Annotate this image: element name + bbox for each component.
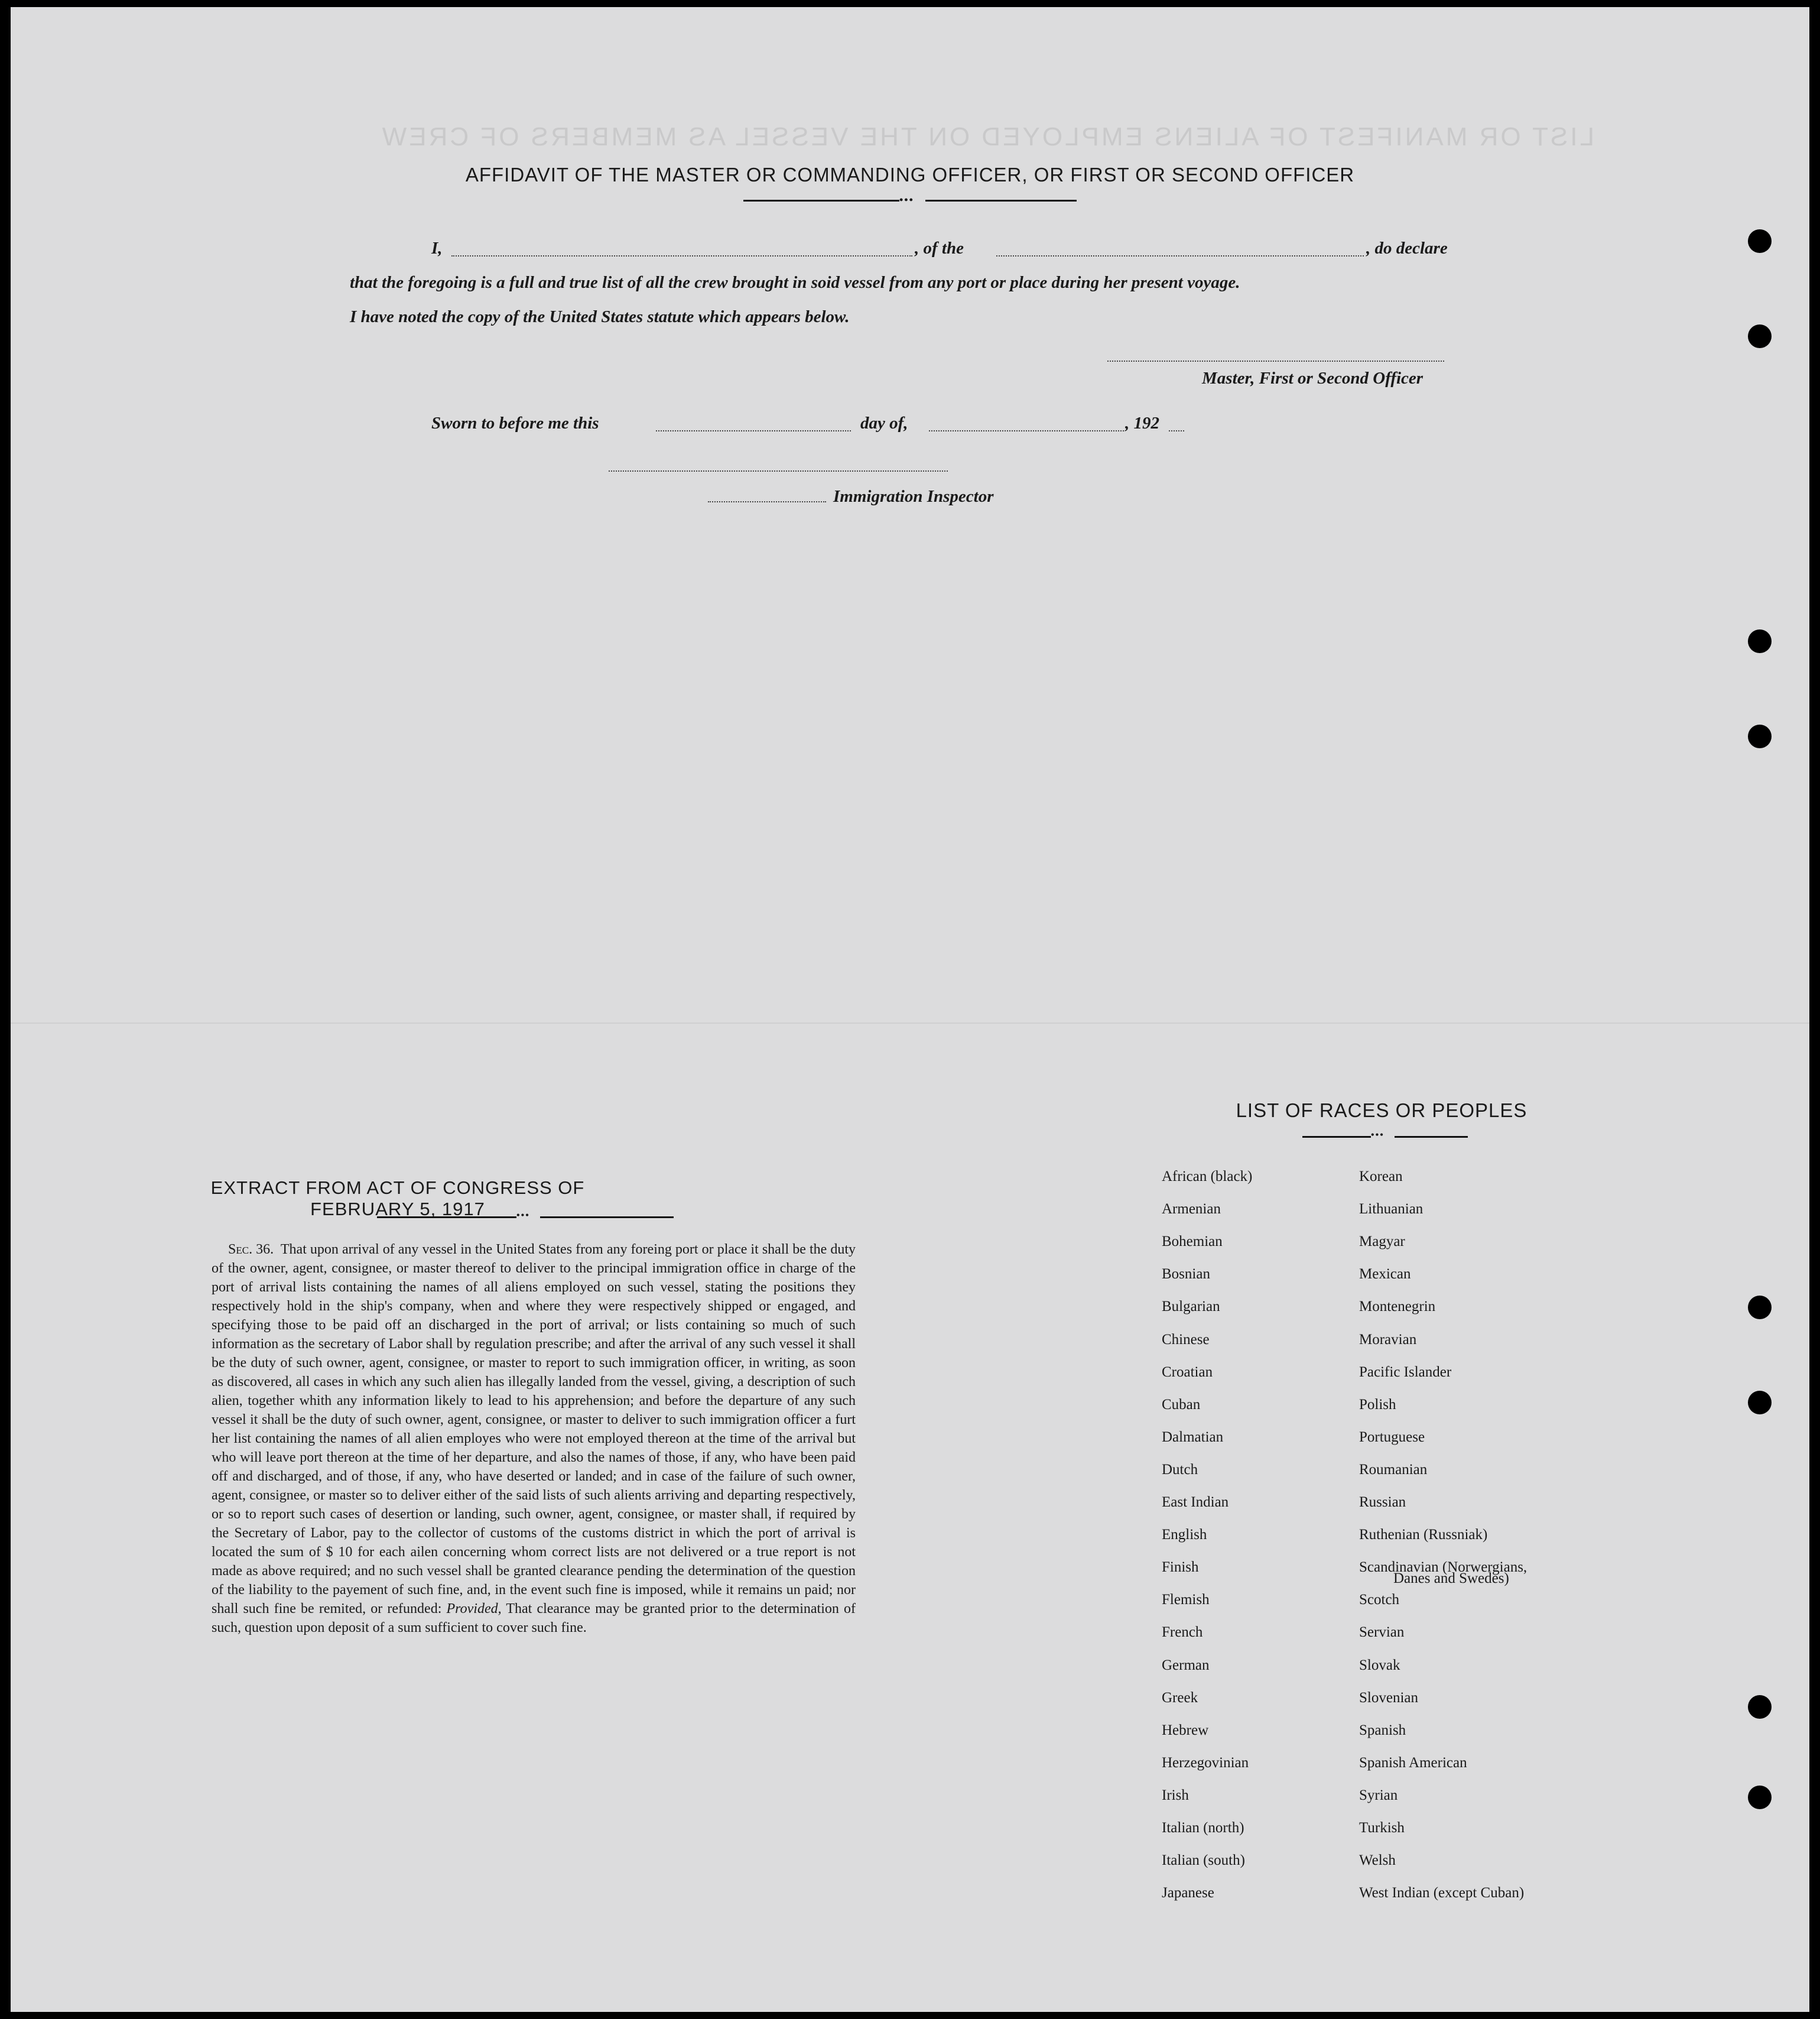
bleed-through-text: LIST OR MANIFEST OF ALIENS EMPLOYED ON THE VESSEL AS MEMBERS OF CREW — [379, 122, 1594, 151]
binder-hole — [1748, 324, 1772, 348]
race-item: Slovak — [1359, 1657, 1400, 1673]
title-ornament: ••• — [899, 194, 914, 206]
race-item-continuation: Danes and Swedes) — [1393, 1570, 1509, 1586]
race-item: Scandinavian (Norwergians, — [1359, 1559, 1528, 1575]
extract-body — [212, 1240, 856, 1637]
race-item: Portuguese — [1359, 1429, 1425, 1445]
race-item: Dutch — [1162, 1462, 1198, 1478]
race-item: Spanish — [1359, 1722, 1406, 1738]
inspector-label: Immigration Inspector — [833, 487, 994, 506]
race-item: Magyar — [1359, 1234, 1405, 1249]
officer-name-field[interactable] — [451, 255, 912, 257]
races-title-ornament: ••• — [1371, 1130, 1384, 1140]
race-item: African (black) — [1162, 1168, 1253, 1184]
race-item: Korean — [1359, 1168, 1403, 1184]
race-item: Russian — [1359, 1494, 1406, 1510]
affidavit-statute-note: I have noted the copy of the United States statute which appears below. — [350, 307, 850, 326]
extract-title-rule — [377, 1216, 516, 1218]
race-item: Hebrew — [1162, 1722, 1209, 1738]
extract-text-end: That clearance may be granted prior to the determination of such, question upon deposit of a sum sufficient to cover such fine. — [212, 1601, 856, 1635]
race-item: Finish — [1162, 1559, 1199, 1575]
race-item: East Indian — [1162, 1494, 1229, 1510]
manifest-page — [11, 7, 1809, 2012]
race-item: Scotch — [1359, 1592, 1400, 1608]
binder-hole — [1748, 1296, 1772, 1319]
title-rule — [743, 200, 899, 202]
race-item: Irish — [1162, 1787, 1189, 1803]
race-item: West Indian (except Cuban) — [1359, 1885, 1525, 1901]
race-item: English — [1162, 1527, 1207, 1543]
race-item: Pacific Islander — [1359, 1364, 1452, 1380]
races-title: LIST OF RACES OR PEOPLES — [1236, 1099, 1528, 1121]
section-label: Sec. 36. — [228, 1242, 274, 1257]
race-item: Welsh — [1359, 1852, 1396, 1868]
race-item: Herzegovinian — [1162, 1755, 1249, 1771]
race-item: Montenegrin — [1359, 1299, 1436, 1314]
race-item: Flemish — [1162, 1592, 1210, 1608]
binder-hole — [1748, 229, 1772, 253]
race-item: Bohemian — [1162, 1234, 1223, 1249]
sworn-day-label: day of, — [860, 414, 908, 433]
binder-hole — [1748, 1391, 1772, 1414]
race-item: Italian (north) — [1162, 1820, 1244, 1836]
race-item: Japanese — [1162, 1885, 1214, 1901]
sworn-year-field[interactable] — [1169, 430, 1184, 431]
extract-title-rule — [540, 1216, 674, 1218]
binder-hole — [1748, 629, 1772, 653]
inspector-name-field[interactable] — [708, 501, 826, 502]
race-item: Lithuanian — [1359, 1201, 1424, 1217]
race-item: French — [1162, 1624, 1203, 1640]
sworn-label: Sworn to before me this — [431, 414, 599, 433]
race-item: Cuban — [1162, 1397, 1201, 1413]
race-item: Croatian — [1162, 1364, 1213, 1380]
race-item: Dalmatian — [1162, 1429, 1224, 1445]
race-item: Spanish American — [1359, 1755, 1467, 1771]
affidavit-of-the-label: , of the — [915, 239, 964, 258]
extract-title: EXTRACT FROM ACT OF CONGRESS OF FEBRUARY 5, 1917 — [210, 1177, 585, 1219]
affidavit-statement: that the foregoing is a full and true list of all the crew brought in soid vessel from any port or place during her present voyage. — [350, 273, 1240, 292]
race-item: Mexican — [1359, 1266, 1411, 1282]
sworn-month-field[interactable] — [929, 430, 1124, 431]
binder-hole — [1748, 1695, 1772, 1719]
race-item: Bosnian — [1162, 1266, 1210, 1282]
affidavit-i-label: I, — [431, 239, 443, 258]
race-item: Armenian — [1162, 1201, 1221, 1217]
race-item: Greek — [1162, 1690, 1198, 1706]
extract-text: That upon arrival of any vessel in the United States from any foreing port or place it shall be the duty of the owner, agent, consignee, or master thereof to deliver to the principal immigration office in charge of the port of arrival lists containing the names of all aliens employed on such vessel, stating the positions they respectively hold in the ship's company, when and where they were respectively shipped or engaged, and specifying those to be paid off an discharged in the port of arrival; or lists containing so much of such information as the secretary of Labor shall by regulation prescribe; and after the arrival of any such vessel it shall be the duty of such owner, agent, consignee, or master to report to such immigration officer, in writing, as soon as discovered, all cases in which any such alien has illegally landed from the vessel, giving, a description of such alien, together whith any information likely to lead to his apprehension; and before the departure of any such vessel it shall be the duty of such owner, agent, consignee, or master to deliver to such immigration officer a furt her list containing the names of all alien employes who were not employed thereon at the time of the arrival but who will leave port thereon at the time of her departure, and also the names of those, if any, who have been paid off and discharged, and of those, if any, who have deserted or landed; and in case of the failure of such owner, agent, consignee, or master so to deliver either of the said lists of such alients arriving and departing respectively, or so to report such cases of desertion or landing, such owner, agent, consignee, or master shall, if required by the Secretary of Labor, pay to the collector of customs of the customs district in which the port of arrival is located the sum of $ 10 for each ailen concerning whom correct lists are not delivered or a true report is not made as above required; and no such vessel shall be granted clearance pending the determination of the question of the liability to the payement of such fine, and, in the event such fine is imposed, while it remains un paid; nor shall such fine be remited, or refunded: — [212, 1242, 856, 1617]
race-item: German — [1162, 1657, 1210, 1673]
page-fold — [11, 1023, 1809, 1024]
provided-label: Provided, — [446, 1601, 502, 1617]
races-title-rule — [1302, 1136, 1371, 1138]
race-item: Chinese — [1162, 1332, 1210, 1348]
race-item: Slovenian — [1359, 1690, 1418, 1706]
race-item: Syrian — [1359, 1787, 1398, 1803]
title-rule — [925, 200, 1077, 202]
affidavit-title: AFFIDAVIT OF THE MASTER OR COMMANDING OFFICER, OR FIRST OR SECOND OFFICER — [465, 164, 1355, 186]
sworn-day-field[interactable] — [656, 430, 851, 431]
race-item: Moravian — [1359, 1332, 1417, 1348]
race-item: Bulgarian — [1162, 1299, 1220, 1314]
race-item: Servian — [1359, 1624, 1405, 1640]
extract-title-ornament: ••• — [516, 1210, 530, 1221]
master-signature-field[interactable] — [1107, 361, 1444, 362]
sworn-year-label: , 192 — [1125, 414, 1159, 433]
inspector-signature-field[interactable] — [609, 470, 948, 472]
race-item: Ruthenian (Russniak) — [1359, 1527, 1488, 1543]
binder-hole — [1748, 1786, 1772, 1809]
race-item: Polish — [1359, 1397, 1396, 1413]
race-item: Roumanian — [1359, 1462, 1428, 1478]
affidavit-declare-label: , do declare — [1366, 239, 1448, 258]
vessel-name-field[interactable] — [996, 255, 1364, 257]
binder-hole — [1748, 725, 1772, 748]
races-title-rule — [1395, 1136, 1468, 1138]
race-item: Italian (south) — [1162, 1852, 1245, 1868]
master-signature-label: Master, First or Second Officer — [1202, 369, 1424, 388]
race-item: Turkish — [1359, 1820, 1405, 1836]
